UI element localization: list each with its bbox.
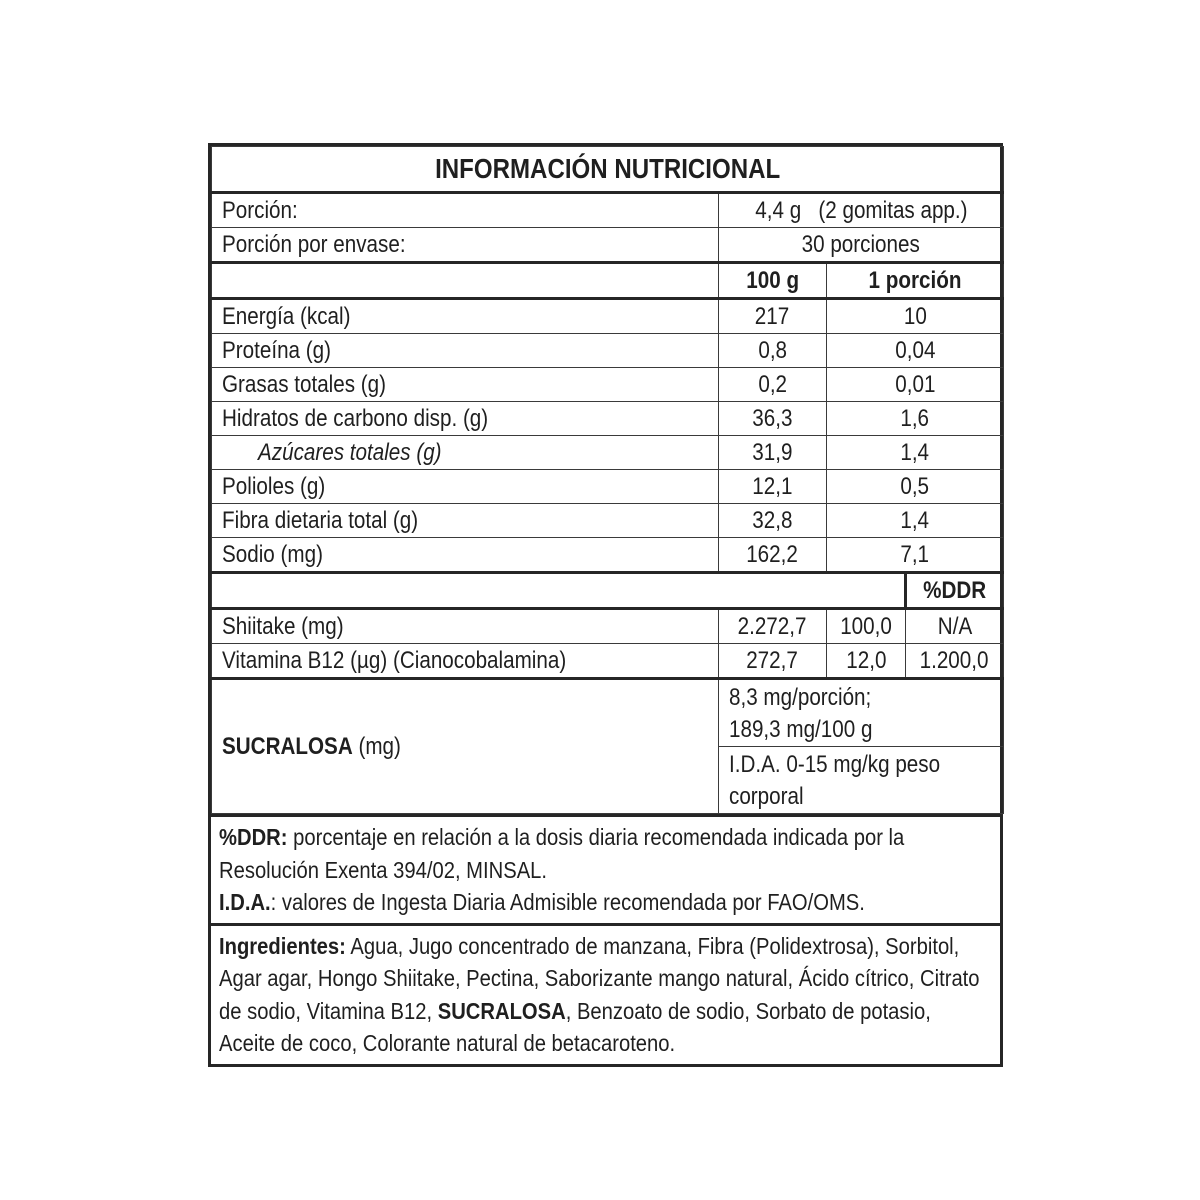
nutrient-per-100g-text: 12,1 (752, 472, 793, 500)
servings-per-container-value-text: 30 porciones (801, 230, 921, 258)
sweetener-unit: (mg) (352, 732, 401, 760)
nutrition-table (211, 146, 1004, 814)
notes-section (211, 814, 1000, 923)
nutrient-row-sub (212, 436, 1004, 470)
nutrient-row (212, 470, 1004, 504)
active-row (212, 644, 1004, 679)
nutrient-per-serving-text: 10 (903, 302, 927, 330)
nutrient-name-text: Grasas totales (g) (222, 370, 387, 398)
nutrient-name-text: Energía (kcal) (222, 302, 351, 330)
serving-row (212, 193, 1004, 228)
active-name (212, 644, 719, 679)
ddr-note-text: porcentaje en relación a la dosis diaria recomendada indicada por la Resolución Exenta 394/02, MINSAL. (219, 824, 905, 883)
active-name-text: Vitamina B12 (µg) (Cianocobalamina) (222, 646, 567, 674)
header-per-100g (719, 263, 827, 299)
nutrient-row (212, 538, 1004, 573)
column-header-row (212, 263, 1004, 299)
nutrient-name (212, 470, 719, 504)
sweetener-name-bold: SUCRALOSA (222, 732, 353, 760)
notes-text (219, 821, 990, 919)
nutrient-name-text: Hidratos de carbono disp. (g) (222, 404, 489, 432)
active-name (212, 609, 719, 644)
nutrient-per-serving-text: 1,4 (900, 506, 930, 534)
nutrient-per-100g (719, 402, 827, 436)
nutrient-per-serving (827, 402, 1004, 436)
nutrient-per-serving (827, 436, 1004, 470)
nutrient-per-100g (719, 299, 827, 334)
nutrient-per-100g-text: 31,9 (752, 438, 793, 466)
active-ddr (906, 609, 1004, 644)
nutrient-per-serving-text: 1,4 (900, 438, 930, 466)
nutrient-per-100g (719, 334, 827, 368)
ddr-header-empty (212, 573, 906, 609)
active-per-100g (719, 644, 827, 679)
active-per-100g (719, 609, 827, 644)
active-per-serving-text: 12,0 (845, 646, 887, 674)
sweetener-amount (719, 679, 1004, 747)
nutrient-per-serving-text: 0,04 (894, 336, 936, 364)
nutrient-per-100g (719, 470, 827, 504)
label-title (212, 147, 1004, 193)
nutrient-per-100g (719, 368, 827, 402)
ingredients-list-part1: Agua, Jugo concentrado de manzana, Fibra (Polidextrosa), Sorbitol, Agar agar, Hongo Shiitake, Pectina, Saborizante mango natural, Ácido cítrico, Citrato de sodio, Vitamina B12, (219, 932, 980, 1024)
sweetener-amount-line1: 8,3 mg/porción; (729, 684, 872, 711)
nutrient-per-100g-text: 217 (755, 302, 790, 330)
nutrient-per-100g-text: 32,8 (752, 506, 793, 534)
nutrient-per-100g-text: 36,3 (752, 404, 793, 432)
active-per-100g-text: 272,7 (746, 646, 799, 674)
servings-per-container-label (212, 228, 719, 263)
nutrient-per-serving (827, 538, 1004, 573)
active-per-serving-text: 100,0 (840, 612, 892, 640)
sweetener-row (212, 679, 1004, 747)
ingredients-section (211, 923, 1000, 1064)
nutrient-name-text: Proteína (g) (222, 336, 331, 364)
nutrient-per-serving (827, 334, 1004, 368)
ddr-header-text: %DDR (923, 576, 987, 604)
active-per-serving (827, 644, 906, 679)
header-per-100g-text: 100 g (746, 266, 799, 294)
servings-per-container-value (719, 228, 1004, 263)
nutrient-per-serving-text: 7,1 (900, 540, 930, 568)
ida-note-text: : valores de Ingesta Diaria Admisible recomendada por FAO/OMS. (270, 889, 865, 915)
nutrient-name (212, 538, 719, 573)
nutrient-name (212, 368, 719, 402)
nutrient-per-serving (827, 299, 1004, 334)
sweetener-amount-line2: 189,3 mg/100 g (729, 716, 873, 743)
nutrient-name-text: Azúcares totales (g) (258, 438, 442, 466)
active-per-100g-text: 2.272,7 (738, 612, 807, 640)
header-per-serving (827, 263, 1004, 299)
serving-value-text: 4,4 g (2 gomitas app.) (754, 196, 968, 224)
nutrient-name (212, 299, 719, 334)
ingredients-label: Ingredientes: (219, 932, 346, 959)
active-ddr-text: 1.200,0 (920, 646, 989, 674)
ingredients-text (219, 930, 990, 1060)
sweetener-ida-line1: I.D.A. 0-15 mg/kg peso (729, 751, 941, 778)
nutrient-row (212, 299, 1004, 334)
sweetener-ida-text (729, 749, 992, 813)
header-empty (212, 263, 719, 299)
serving-label-text: Porción: (222, 196, 298, 224)
ddr-header-row (212, 573, 1004, 609)
sweetener-ida (719, 747, 1004, 814)
nutrient-name (212, 504, 719, 538)
nutrient-row (212, 368, 1004, 402)
ingredients-highlight: SUCRALOSA (437, 997, 566, 1024)
nutrient-name-text: Fibra dietaria total (g) (222, 506, 419, 534)
title-row (212, 147, 1004, 193)
nutrient-per-serving-text: 1,6 (900, 404, 930, 432)
active-ddr (906, 644, 1004, 679)
nutrient-per-serving (827, 470, 1004, 504)
active-name-text: Shiitake (mg) (222, 612, 344, 640)
active-ddr-text: N/A (937, 612, 972, 640)
nutrient-per-100g-text: 0,2 (758, 370, 787, 398)
nutrient-name-text: Polioles (g) (222, 472, 326, 500)
nutrient-per-serving (827, 368, 1004, 402)
serving-value (719, 193, 1004, 228)
active-per-serving (827, 609, 906, 644)
header-per-serving-text: 1 porción (868, 266, 962, 294)
sweetener-amount-text (729, 682, 992, 746)
nutrient-name (212, 334, 719, 368)
active-row (212, 609, 1004, 644)
ingredients-list-part2: , Benzoato de sodio, Sorbato de potasio, Aceite de coco, Colorante natural de betacaroteno. (219, 997, 931, 1056)
nutrient-per-100g (719, 538, 827, 573)
nutrient-per-serving-text: 0,5 (900, 472, 930, 500)
servings-per-container-row (212, 228, 1004, 263)
nutrient-row (212, 334, 1004, 368)
nutrient-name-text: Sodio (mg) (222, 540, 323, 568)
nutrient-per-100g (719, 504, 827, 538)
ddr-header (906, 573, 1004, 609)
nutrient-name (212, 402, 719, 436)
nutrient-row (212, 402, 1004, 436)
ddr-note-label: %DDR: (219, 824, 288, 850)
nutrient-name (212, 436, 719, 470)
label-title-text: INFORMACIÓN NUTRICIONAL (434, 153, 781, 184)
nutrient-row (212, 504, 1004, 538)
sweetener-name (212, 679, 719, 814)
serving-label (212, 193, 719, 228)
nutrient-per-serving-text: 0,01 (894, 370, 936, 398)
nutrient-per-100g-text: 0,8 (758, 336, 787, 364)
nutrient-per-100g-text: 162,2 (746, 540, 799, 568)
ida-note-label: I.D.A. (219, 889, 271, 915)
sweetener-ida-line2: corporal (729, 783, 804, 810)
servings-per-container-label-text: Porción por envase: (222, 230, 406, 258)
nutrient-per-100g (719, 436, 827, 470)
nutrition-facts-label (208, 143, 1003, 1067)
nutrient-per-serving (827, 504, 1004, 538)
